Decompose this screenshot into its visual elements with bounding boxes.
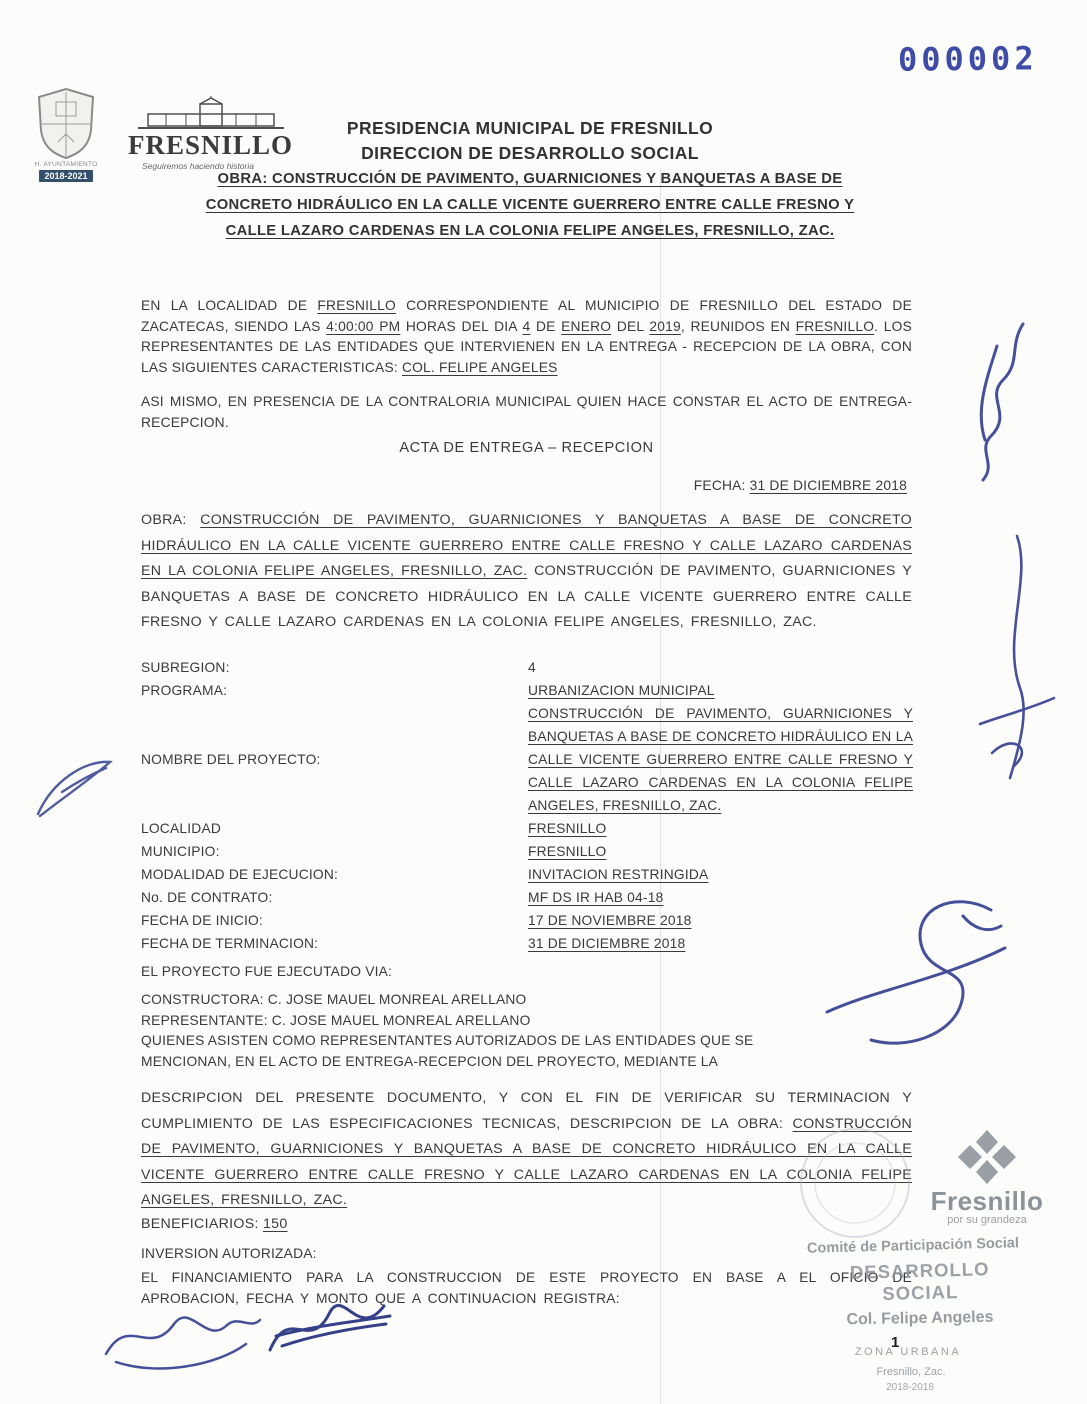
financiamiento-paragraph: EL FINANCIAMIENTO PARA LA CONSTRUCCION DE ESTE PROYECTO EN BASE A EL OFICIO DE APROBACION, FECHA Y MONTO QUE A CONTINUACION REGISTRA: <box>141 1270 912 1306</box>
intro-paragraph: EN LA LOCALIDAD DE FRESNILLO CORRESPONDIENTE AL MUNICIPIO DE FRESNILLO DEL ESTADO DE ZACATECAS, SIENDO LAS 4:00:00 PM HORAS DEL DIA 4 DE ENERO DEL 2019, REUNIDOS EN FRESNILLO. LOS REPRESENTANTES DE LAS ENTIDADES QUE INTERVIENEN EN LA ENTREGA - RECEPCION DE LA OBRA, CON LAS SIGUIENTES CARACTERISTICAS: COL. FELIPE ANGELES <box>141 298 912 375</box>
folio-number-stamp: 000002 <box>897 39 1038 79</box>
field-value: FRESNILLO <box>528 821 607 836</box>
stamp-periodo: 2018-2018 <box>886 1382 934 1393</box>
field-label: PROGRAMA: <box>141 683 228 698</box>
field-label: MUNICIPIO: <box>141 844 220 859</box>
fecha-value: 31 DE DICIEMBRE 2018 <box>749 478 907 493</box>
header-obra-line1: OBRA: CONSTRUCCIÓN DE PAVIMENTO, GUARNICIONES Y BANQUETAS A BASE DE <box>217 171 843 187</box>
signature-ink-right-upper <box>925 318 1045 488</box>
signature-ink-right-lower <box>805 882 1015 1072</box>
header-title-line2: DIRECCION DE DESARROLLO SOCIAL <box>361 143 699 163</box>
field-label: FECHA DE INICIO: <box>141 913 264 928</box>
crest-shield-icon <box>34 86 98 160</box>
descripcion-paragraph: DESCRIPCION DEL PRESENTE DOCUMENTO, Y CON EL FIN DE VERIFICAR SU TERMINACION Y CUMPLIMIENTO DE LAS ESPECIFICACIONES TECNICAS, DESCRIPCION DE LA OBRA: CONSTRUCCIÓN DE PAVIMENTO, GUARNICIONES Y BANQUETAS A BASE DE CONCRETO HIDRÁULICO EN LA CALLE VICENTE GUERRERO ENTRE CALLE FRESNO Y CALLE LAZARO CARDENAS EN LA COLONIA FELIPE ANGELES, FRESNILLO, ZAC. <box>141 1090 912 1208</box>
stamp-ciudad: Fresnillo, Zac. <box>876 1366 946 1378</box>
field-value: INVITACION RESTRINGIDA <box>528 867 709 882</box>
municipal-crest-logo <box>34 86 98 182</box>
fields-section <box>141 656 913 955</box>
representante-line: REPRESENTANTE: C. JOSE MAUEL MONREAL ARELLANO <box>141 1012 531 1028</box>
field-value: 31 DE DICIEMBRE 2018 <box>528 936 686 951</box>
field-row-fecha-terminacion <box>141 932 913 955</box>
acta-title: ACTA DE ENTREGA – RECEPCION <box>399 440 654 456</box>
header-obra-line2: CONCRETO HIDRÁULICO EN LA CALLE VICENTE GUERRERO ENTRE CALLE FRESNO Y <box>205 197 855 213</box>
field-row-programa <box>141 679 913 702</box>
page-number: 1 <box>891 1334 900 1351</box>
field-row-municipio <box>141 840 913 863</box>
field-label: SUBREGION: <box>141 660 230 675</box>
fresnillo-wordmark: FRESNILLO <box>128 130 294 160</box>
signature-ink-right-middle <box>962 528 1062 798</box>
fresnillo-tagline: Seguiremos haciendo historia <box>142 161 254 171</box>
field-value: FRESNILLO <box>528 844 607 859</box>
obra-paragraph: OBRA: CONSTRUCCIÓN DE PAVIMENTO, GUARNICIONES Y BANQUETAS A BASE DE CONCRETO HIDRÁULICO EN LA CALLE VICENTE GUERRERO ENTRE CALLE FRESNO Y CALLE LAZARO CARDENAS EN LA COLONIA FELIPE ANGELES, FRESNILLO, ZAC. CONSTRUCCIÓN DE PAVIMENTO, GUARNICIONES Y BANQUETAS A BASE DE CONCRETO HIDRÁULICO EN LA CALLE VICENTE GUERRERO ENTRE CALLE FRESNO Y CALLE LAZARO CARDENAS EN LA COLONIA FELIPE ANGELES, FRESNILLO, ZAC. <box>141 512 913 630</box>
stamp-zona-urbana: ZONA URBANA <box>854 1346 962 1358</box>
field-row-nombre-proyecto <box>141 702 913 817</box>
ejecutado-line: EL PROYECTO FUE EJECUTADO VIA: <box>141 964 393 979</box>
constructora-line: CONSTRUCTORA: C. JOSE MAUEL MONREAL ARELLANO <box>141 992 527 1007</box>
constructora-block <box>141 990 912 1072</box>
crest-period: 2018-2021 <box>39 170 93 182</box>
asimismo-paragraph: ASI MISMO, EN PRESENCIA DE LA CONTRALORIA MUNICIPAL QUIEN HACE CONSTAR EL ACTO DE ENTREGA-RECEPCION. <box>141 394 912 430</box>
field-label: No. DE CONTRATO: <box>141 890 273 905</box>
fecha-line <box>141 476 907 497</box>
mencionan-line: MENCIONAN, EN EL ACTO DE ENTREGA-RECEPCION DEL PROYECTO, MEDIANTE LA <box>141 1053 719 1069</box>
field-label: LOCALIDAD <box>141 821 222 836</box>
signature-ink-bottom-left-1 <box>98 1296 268 1376</box>
stamp-comite: Comité de Participación Social <box>806 1235 1020 1257</box>
signature-ink-left-margin <box>32 752 122 822</box>
inversion-line: INVERSION AUTORIZADA: <box>141 1246 317 1261</box>
beneficiarios-value: 150 <box>262 1216 288 1232</box>
fresnillo-grandeza-logo-icon <box>952 1128 1022 1186</box>
quienes-line: QUIENES ASISTEN COMO REPRESENTANTES AUTORIZADOS DE LAS ENTIDADES QUE SE <box>141 1033 754 1048</box>
field-row-fecha-inicio <box>141 909 913 932</box>
field-label: FECHA DE TERMINACION: <box>141 936 319 951</box>
field-row-subregion <box>141 656 913 679</box>
header-title-line1: PRESIDENCIA MUNICIPAL DE FRESNILLO <box>346 118 714 138</box>
beneficiarios-label: BENEFICIARIOS: <box>141 1216 263 1232</box>
faint-circular-seal-icon <box>798 1126 912 1240</box>
field-value: 17 DE NOVIEMBRE 2018 <box>528 913 692 928</box>
field-row-localidad <box>141 817 913 840</box>
field-row-modalidad <box>141 863 913 886</box>
field-label: MODALIDAD DE EJECUCION: <box>141 867 339 882</box>
fecha-label: FECHA: <box>693 478 750 493</box>
field-value: CONSTRUCCIÓN DE PAVIMENTO, GUARNICIONES Y BANQUETAS A BASE DE CONCRETO HIDRÁULICO EN LA CALLE VICENTE GUERRERO ENTRE CALLE FRESNO Y CALLE LAZARO CARDENAS EN LA COLONIA FELIPE ANGELES, FRESNILLO, ZAC. <box>528 706 913 813</box>
header-obra-line3: CALLE LAZARO CARDENAS EN LA COLONIA FELIPE ANGELES, FRESNILLO, ZAC. <box>225 223 835 239</box>
field-value: URBANIZACION MUNICIPAL <box>528 683 715 698</box>
field-value: 4 <box>528 660 536 675</box>
crest-caption: H. AYUNTAMIENTO <box>34 161 98 168</box>
stamp-colonia: Col. Felipe Angeles <box>846 1308 994 1329</box>
field-value: MF DS IR HAB 04-18 <box>528 890 664 905</box>
stamp-desarrollo-social: DESARROLLO SOCIAL <box>849 1258 990 1304</box>
field-row-contrato <box>141 886 913 909</box>
stamp-fresnillo-tagline: por su grandeza <box>947 1214 1027 1226</box>
beneficiarios-line <box>141 1216 912 1232</box>
stamp-fresnillo-name: Fresnillo <box>930 1186 1044 1216</box>
field-label: NOMBRE DEL PROYECTO: <box>141 752 321 767</box>
signature-ink-bottom-left-2 <box>258 1288 408 1368</box>
